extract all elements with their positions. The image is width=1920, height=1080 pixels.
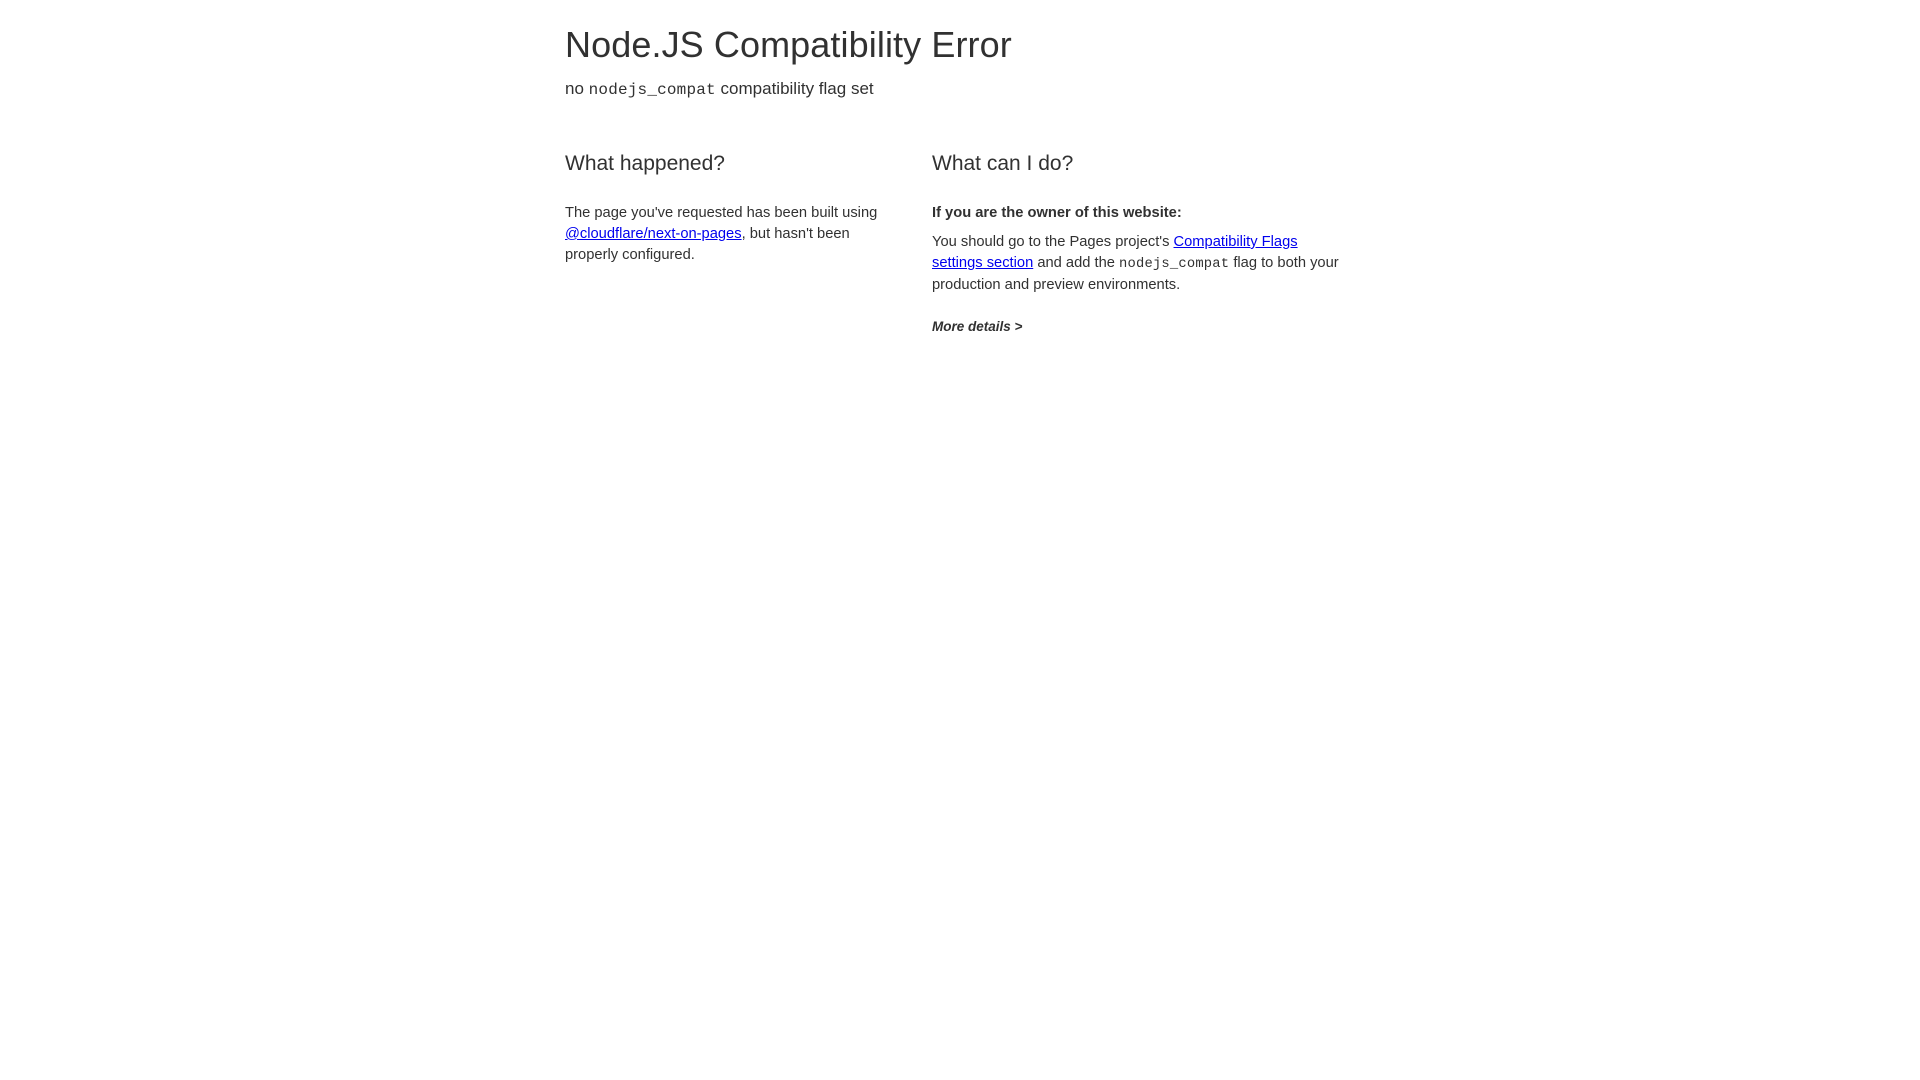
error-subtitle bbox=[565, 77, 1405, 101]
more-details-link[interactable]: More details > bbox=[932, 318, 1023, 334]
text-after-link: , but hasn't been properly configured. bbox=[565, 225, 850, 264]
what-happened-heading: What happened? bbox=[565, 152, 725, 176]
info-columns bbox=[565, 151, 1405, 335]
page-title: Node.JS Compatibility Error bbox=[565, 24, 1012, 65]
instructions-end: flag to both your production and preview environments. bbox=[932, 255, 1339, 294]
owner-instructions bbox=[932, 232, 1352, 297]
text-before-link: The page you've requested has been built using bbox=[565, 204, 878, 221]
instructions-before-link: You should go to the Pages project's bbox=[932, 233, 1174, 250]
compatibility-flags-settings-link[interactable]: Compatibility Flags settings section bbox=[932, 233, 1298, 272]
owner-note: If you are the owner of this website: bbox=[932, 204, 1182, 221]
what-can-i-do-heading: What can I do? bbox=[932, 152, 1074, 176]
next-on-pages-link[interactable]: @cloudflare/next-on-pages bbox=[565, 225, 742, 242]
subtitle-suffix: compatibility flag set bbox=[715, 79, 874, 98]
instructions-after-link: and add the bbox=[1033, 255, 1120, 272]
what-happened-column bbox=[565, 151, 932, 335]
subtitle-prefix: no bbox=[565, 79, 589, 98]
flag-code: nodejs_compat bbox=[1119, 257, 1230, 273]
what-happened-text bbox=[565, 203, 887, 267]
what-can-i-do-column bbox=[932, 151, 1352, 335]
error-content bbox=[565, 22, 1405, 336]
subtitle-flag-code: nodejs_compat bbox=[588, 81, 716, 99]
